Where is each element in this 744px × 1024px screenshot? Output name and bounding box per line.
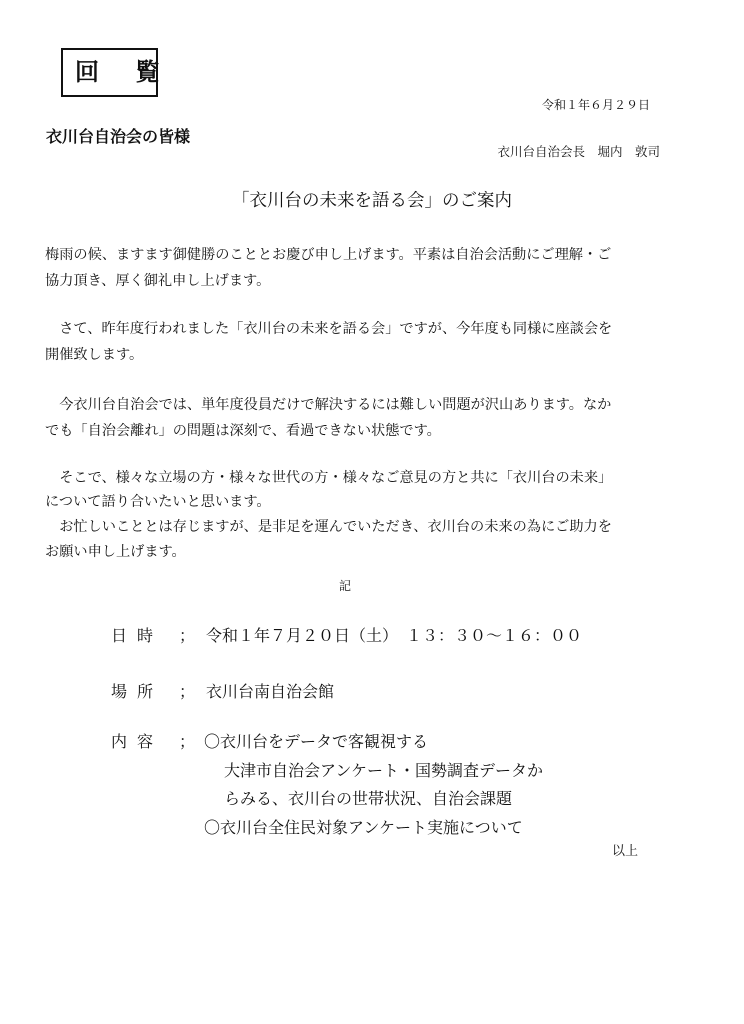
document-date: 令和１年６月２９日 [541, 98, 650, 112]
content-item-detail: 大津市自治会アンケート・国勢調査データか [224, 761, 544, 780]
body-line: そこで、様々な立場の方・様々な世代の方・様々なご意見の方と共に「衣川台の未来」 [45, 470, 613, 486]
circular-label: 回 覧 [61, 48, 158, 97]
content-item-detail: らみる、衣川台の世帯状況、自治会課題 [224, 789, 513, 808]
body-line: 梅雨の候、ますます御健勝のこととお慶び申し上げます。平素は自治会活動にご理解・ご [45, 247, 612, 263]
place-label: 場所 [111, 682, 164, 701]
sender: 衣川台自治会長 堀内 敦司 [497, 144, 660, 159]
datetime-value: 令和１年７月２０日（土） １３：３０～１６：００ [206, 626, 583, 645]
body-line: 今衣川台自治会では、単年度役員だけで解決するには難しい問題が沢山あります。なか [45, 397, 612, 413]
place-value: 衣川台南自治会館 [206, 682, 335, 701]
place-separator: ； [179, 682, 196, 701]
content-item: 〇衣川台全住民対象アンケート実施について [204, 818, 523, 837]
body-line: 開催致します。 [45, 347, 144, 363]
body-line: お忙しいこととは存じますが、是非足を運んでいただき、衣川台の未来の為にご助力を [45, 519, 612, 535]
datetime-label: 日時 [111, 626, 164, 645]
recipient: 衣川台自治会の皆様 [46, 127, 191, 146]
body-line: について語り合いたいと思います。 [45, 494, 271, 510]
body-line: お願い申し上げます。 [45, 544, 186, 560]
ki-marker: 記 [338, 579, 351, 593]
content-label: 内容 [111, 732, 164, 751]
body-line: さて、昨年度行われました「衣川台の未来を語る会」ですが、今年度も同様に座談会を [45, 321, 613, 337]
datetime-separator: ； [179, 626, 196, 645]
body-line: でも「自治会離れ」の問題は深刻で、看過できない状態です。 [45, 423, 441, 439]
content-item: 〇衣川台をデータで客観視する [204, 732, 429, 751]
document-title: 「衣川台の未来を語る会」のご案内 [232, 191, 512, 211]
closing-mark: 以上 [611, 844, 638, 859]
body-line: 協力頂き、厚く御礼申し上げます。 [45, 273, 271, 289]
content-separator: ； [179, 732, 196, 751]
